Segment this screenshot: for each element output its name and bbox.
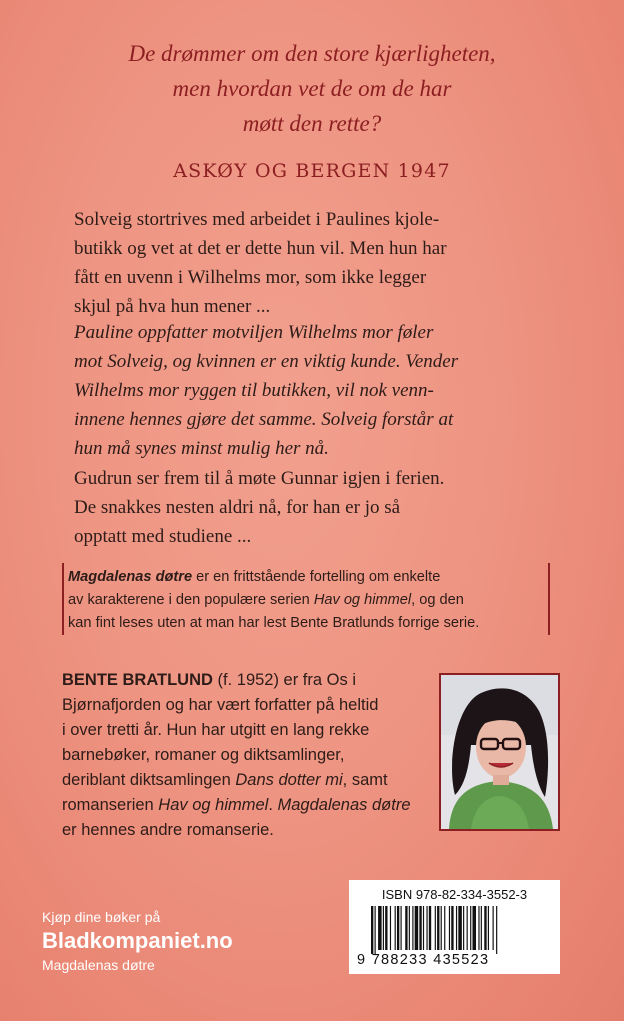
barcode-bar — [429, 906, 431, 950]
blurb-paragraph-3 — [74, 464, 564, 551]
barcode-bar — [451, 906, 453, 950]
barcode-bar — [458, 906, 462, 950]
barcode-bar — [478, 906, 479, 950]
paragraph-line: mot Solveig, og kvinnen er en viktig kunde. Vender — [74, 351, 459, 372]
tagline-line: De drømmer om den store kjærligheten, — [128, 41, 496, 66]
author-bio-line: er hennes andre romanserie. — [62, 821, 274, 839]
series-name: Magdalenas døtre — [277, 796, 411, 814]
barcode-bar — [449, 906, 450, 950]
barcode-bar — [409, 906, 410, 950]
barcode-bar — [467, 906, 468, 950]
blurb-paragraph-2 — [74, 318, 564, 463]
series-note-line: kan fint leses uten at man har lest Bente Bratlunds forrige serie. — [68, 615, 480, 631]
barcode-bar — [412, 906, 413, 950]
tagline-line: møtt den rette? — [242, 111, 382, 136]
author-bio-text: . — [268, 796, 278, 814]
author-bio-text: (f. 1952) er fra Os i — [212, 671, 356, 689]
series-name: Hav og himmel — [313, 592, 412, 608]
barcode-bar — [419, 906, 421, 950]
barcode-bar — [405, 906, 407, 950]
barcode-bar — [441, 906, 442, 950]
series-note-box — [62, 563, 550, 635]
promo-line: Kjøp dine bøker på — [42, 909, 161, 925]
blurb-paragraph-1 — [74, 205, 564, 321]
barcode-bar — [390, 906, 391, 950]
paragraph-line: hun må synes minst mulig her nå. — [74, 438, 329, 459]
barcode-bar — [463, 906, 464, 950]
barcode-bar — [481, 906, 482, 950]
author-bio-line: Bjørnafjorden og har vært forfatter på heltid — [62, 696, 379, 714]
author-bio-line — [62, 668, 432, 693]
section-heading: ASKØY OG BERGEN 1947 — [173, 160, 451, 182]
barcode-bar — [496, 906, 497, 954]
barcode-bar — [444, 906, 445, 950]
author-bio-text: romanserien — [62, 796, 159, 814]
author-bio — [62, 668, 432, 843]
paragraph-line: Wilhelms mor ryggen til butikken, vil nok venn- — [74, 380, 434, 401]
promo-line: Magdalenas døtre — [42, 957, 155, 973]
barcode-bar — [488, 906, 489, 950]
barcode-bar — [472, 906, 476, 950]
paragraph-line: Pauline oppfatter motviljen Wilhelms mor føler — [74, 322, 434, 343]
book-title: Magdalenas døtre — [68, 569, 193, 585]
series-note-text: er en frittstående fortelling om enkelte — [192, 569, 441, 585]
paragraph-line: skjul på hva hun mener ... — [74, 296, 271, 317]
barcode-bar — [383, 906, 384, 950]
barcode-bar — [375, 906, 376, 954]
barcode-bar — [437, 906, 439, 950]
barcode-digits: 9 788233 435523 — [357, 952, 490, 968]
author-bio-line — [62, 793, 432, 818]
barcode-bar — [378, 906, 382, 950]
author-portrait-illustration — [441, 675, 558, 829]
author-bio-line: i over tretti år. Hun har utgitt en lang rekke — [62, 721, 370, 739]
barcode-bar — [371, 906, 373, 954]
author-bio-line — [62, 768, 432, 793]
barcode-bar — [397, 906, 399, 950]
paragraph-line: innene hennes gjøre det samme. Solveig forstår at — [74, 409, 454, 430]
tagline-line: men hvordan vet de om de har — [172, 76, 452, 101]
barcode-bar — [470, 906, 471, 950]
paragraph-line: Solveig stortrives med arbeidet i Paulines kjole- — [74, 209, 440, 230]
series-note-text: , og den — [411, 592, 464, 608]
author-name: BENTE BRATLUND — [62, 671, 213, 689]
tagline — [60, 36, 564, 141]
author-bio-text: , samt — [342, 771, 388, 789]
author-photo — [439, 673, 560, 831]
barcode-bar — [435, 906, 436, 950]
series-name: Hav og himmel — [158, 796, 269, 814]
author-bio-text: deriblant diktsamlingen — [62, 771, 236, 789]
barcode-bar — [385, 906, 387, 950]
barcode-bar — [456, 906, 457, 950]
paragraph-line: opptatt med studiene ... — [74, 526, 252, 547]
paragraph-line: fått en uvenn i Wilhelms mor, som ikke legger — [74, 267, 427, 288]
author-bio-line: barnebøker, romaner og diktsamlinger, — [62, 746, 345, 764]
series-note-line — [68, 589, 548, 612]
barcode-bar — [395, 906, 396, 950]
paragraph-line: butikk og vet at det er dette hun vil. Men hun har — [74, 238, 447, 259]
series-note-text: av karakterene i den populære serien — [68, 592, 314, 608]
isbn-label: ISBN 978-82-334-3552-3 — [381, 887, 528, 902]
paragraph-line: De snakkes nesten aldri nå, for han er jo så — [74, 497, 401, 518]
paragraph-line: Gudrun ser frem til å møte Gunnar igjen i ferien. — [74, 468, 445, 489]
barcode-bar — [484, 906, 486, 950]
barcode-bar — [426, 906, 427, 950]
promo-site-link[interactable]: Bladkompaniet.no — [42, 928, 233, 953]
barcode-bar — [401, 906, 402, 950]
barcode-bar — [423, 906, 424, 950]
poem-collection-title: Dans dotter mi — [235, 771, 343, 789]
barcode-bar — [493, 906, 494, 950]
barcode-bar — [415, 906, 419, 950]
series-note-line — [68, 566, 548, 589]
promo-block — [42, 908, 233, 974]
barcode-panel — [349, 880, 560, 974]
